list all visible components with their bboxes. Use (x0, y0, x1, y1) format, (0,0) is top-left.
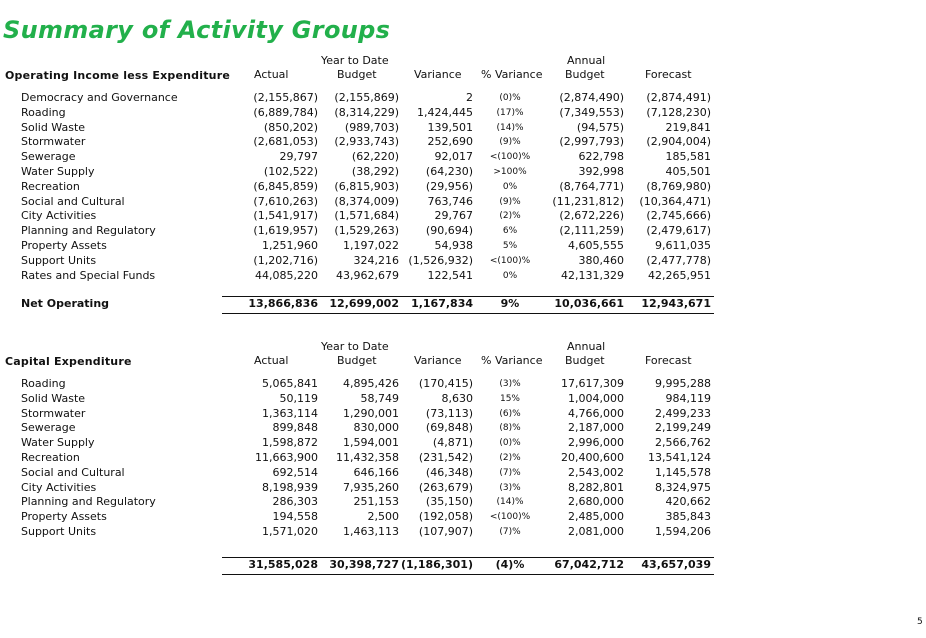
table-row (0, 239, 926, 254)
cell-ytd-budget: (2,933,743) (334, 135, 399, 149)
total-pct-variance: (4)% (495, 558, 525, 571)
header-ytd-top: Year to Date (321, 340, 389, 353)
table-header (0, 55, 926, 87)
cell-actual: (2,155,867) (253, 91, 318, 104)
row-label: Solid Waste (21, 120, 86, 134)
header-ytd-bottom: Budget (337, 68, 377, 81)
cell-annual-budget: 17,617,309 (561, 377, 624, 390)
cell-ytd-budget: (1,529,263) (334, 224, 399, 238)
section-title: Capital Expenditure (5, 355, 132, 368)
cell-variance: (4,871) (432, 436, 473, 450)
cell-actual: (1,541,917) (253, 209, 318, 223)
cell-actual: 692,514 (272, 465, 318, 479)
cell-ytd-budget: (2,155,869) (334, 91, 399, 104)
cell-ytd-budget: 58,749 (360, 391, 399, 405)
cell-annual-budget: (2,111,259) (559, 224, 624, 238)
cell-ytd-budget: 7,935,260 (343, 480, 399, 494)
row-label: Democracy and Governance (21, 91, 178, 104)
header-annual-top: Annual (567, 54, 606, 67)
cell-pct-variance: (6)% (499, 408, 521, 419)
cell-forecast: (7,128,230) (646, 105, 711, 119)
cell-pct-variance: (17)% (496, 107, 524, 118)
cell-forecast: (2,479,617) (646, 224, 711, 238)
cell-actual: (850,202) (263, 120, 318, 134)
cell-pct-variance: (7)% (499, 467, 521, 478)
cell-ytd-budget: (62,220) (351, 150, 399, 164)
cell-actual: (6,889,784) (253, 105, 318, 119)
cell-ytd-budget: 11,432,358 (336, 450, 399, 464)
row-label: City Activities (21, 480, 97, 494)
cell-actual: 50,119 (279, 391, 318, 405)
cell-variance: (46,348) (425, 465, 473, 479)
cell-forecast: 2,499,233 (655, 406, 711, 420)
page-title: Summary of Activity Groups (3, 16, 391, 44)
cell-annual-budget: 392,998 (578, 164, 624, 178)
cell-pct-variance: >100% (493, 166, 527, 177)
cell-variance: (263,679) (418, 480, 473, 494)
page-number: 5 (917, 617, 923, 627)
row-label: Sewerage (21, 150, 76, 164)
cell-forecast: 185,581 (665, 150, 711, 164)
table-row (0, 377, 926, 392)
cell-variance: 763,746 (427, 194, 473, 208)
cell-forecast: 2,199,249 (655, 421, 711, 435)
cell-forecast: (2,745,666) (646, 209, 711, 223)
row-label: Solid Waste (21, 391, 86, 405)
cell-variance: (35,150) (425, 495, 473, 509)
total-row (0, 557, 926, 573)
cell-variance: 122,541 (427, 268, 473, 282)
cell-ytd-budget: 646,166 (353, 465, 399, 479)
table-row (0, 195, 926, 210)
cell-annual-budget: 622,798 (578, 150, 624, 164)
total-ytd-budget: 12,699,002 (329, 297, 399, 310)
cell-pct-variance: (0)% (499, 438, 521, 449)
cell-actual: 29,797 (279, 150, 318, 164)
cell-annual-budget: 2,187,000 (568, 421, 624, 435)
cell-pct-variance: 0% (502, 270, 518, 281)
cell-ytd-budget: 1,594,001 (343, 436, 399, 450)
cell-ytd-budget: 1,463,113 (343, 524, 399, 538)
cell-forecast: 1,594,206 (655, 524, 711, 538)
cell-forecast: 9,995,288 (655, 377, 711, 390)
cell-annual-budget: 8,282,801 (568, 480, 624, 494)
header-ytd-bottom: Budget (337, 354, 377, 367)
table-row (0, 466, 926, 481)
cell-annual-budget: (94,575) (576, 120, 624, 134)
cell-pct-variance: (9)% (499, 196, 521, 207)
table-row (0, 436, 926, 451)
cell-ytd-budget: 1,197,022 (343, 238, 399, 252)
header-pct-variance: % Variance (481, 354, 543, 367)
cell-ytd-budget: (1,571,684) (334, 209, 399, 223)
capital-rows (0, 377, 926, 540)
cell-annual-budget: 4,605,555 (568, 238, 624, 252)
header-variance: Variance (414, 354, 462, 367)
row-label: Planning and Regulatory (21, 495, 156, 509)
cell-actual: 11,663,900 (255, 450, 318, 464)
cell-actual: (102,522) (263, 164, 318, 178)
row-label: Property Assets (21, 510, 107, 524)
cell-actual: 286,303 (272, 495, 318, 509)
header-actual: Actual (254, 68, 289, 81)
table-row (0, 224, 926, 239)
cell-forecast: 42,265,951 (648, 268, 711, 282)
header-variance: Variance (414, 68, 462, 81)
cell-annual-budget: 42,131,329 (561, 268, 624, 282)
header-pct-variance: % Variance (481, 68, 543, 81)
cell-variance: (170,415) (418, 377, 473, 390)
cell-actual: 1,363,114 (262, 406, 318, 420)
table-row (0, 91, 926, 106)
cell-pct-variance: (0)% (499, 93, 521, 103)
cell-ytd-budget: 830,000 (353, 421, 399, 435)
cell-annual-budget: 20,400,600 (561, 450, 624, 464)
total-pct-variance: 9% (500, 297, 520, 310)
total-variance: 1,167,834 (411, 297, 473, 310)
cell-actual: (1,619,957) (253, 224, 318, 238)
cell-variance: 8,630 (441, 391, 473, 405)
cell-forecast: (8,769,980) (646, 179, 711, 193)
table-row (0, 495, 926, 510)
cell-pct-variance: (9)% (499, 137, 521, 148)
cell-forecast: 984,119 (665, 391, 711, 405)
cell-pct-variance: (3)% (499, 482, 521, 493)
cell-annual-budget: 2,485,000 (568, 510, 624, 524)
cell-pct-variance: 0% (502, 181, 518, 192)
cell-actual: 1,598,872 (262, 436, 318, 450)
cell-annual-budget: 4,766,000 (568, 406, 624, 420)
total-ytd-budget: 30,398,727 (329, 558, 399, 571)
cell-variance: 54,938 (434, 238, 473, 252)
cell-annual-budget: 380,460 (578, 253, 624, 267)
cell-forecast: 9,611,035 (655, 238, 711, 252)
cell-variance: (107,907) (418, 524, 473, 538)
cell-forecast: 13,541,124 (648, 450, 711, 464)
cell-actual: 44,085,220 (255, 268, 318, 282)
cell-annual-budget: 1,004,000 (568, 391, 624, 405)
cell-pct-variance: <(100)% (489, 512, 531, 523)
total-annual-budget: 67,042,712 (554, 558, 624, 571)
row-label: Social and Cultural (21, 194, 125, 208)
cell-pct-variance: 6% (502, 226, 518, 237)
header-annual-top: Annual (567, 340, 606, 353)
cell-forecast: 2,566,762 (655, 436, 711, 450)
table-row (0, 525, 926, 540)
row-label: Support Units (21, 524, 97, 538)
row-label: Stormwater (21, 406, 86, 420)
row-label: Recreation (21, 179, 80, 193)
cell-forecast: 385,843 (665, 510, 711, 524)
cell-actual: 1,251,960 (262, 238, 318, 252)
cell-forecast: (2,477,778) (646, 253, 711, 267)
table-row (0, 451, 926, 466)
total-actual: 31,585,028 (248, 558, 318, 571)
cell-annual-budget: (2,997,793) (559, 135, 624, 149)
cell-ytd-budget: 43,962,679 (336, 268, 399, 282)
cell-actual: 899,848 (272, 421, 318, 435)
row-label: Roading (21, 105, 66, 119)
cell-actual: (6,845,859) (253, 179, 318, 193)
row-label: Sewerage (21, 421, 76, 435)
row-label: Rates and Special Funds (21, 268, 156, 282)
header-annual-bottom: Budget (565, 354, 605, 367)
cell-ytd-budget: 4,895,426 (343, 377, 399, 390)
cell-pct-variance: 5% (502, 240, 518, 251)
table-row (0, 407, 926, 422)
cell-forecast: (10,364,471) (639, 194, 711, 208)
table-row (0, 392, 926, 407)
cell-ytd-budget: (8,374,009) (334, 194, 399, 208)
cell-actual: (1,202,716) (253, 253, 318, 267)
table-row (0, 254, 926, 269)
cell-pct-variance: (14)% (496, 497, 524, 508)
cell-ytd-budget: (6,815,903) (334, 179, 399, 193)
row-label: Property Assets (21, 238, 107, 252)
cell-forecast: 420,662 (665, 495, 711, 509)
cell-annual-budget: (2,874,490) (559, 91, 624, 104)
cell-ytd-budget: 324,216 (353, 253, 399, 267)
cell-variance: 252,690 (427, 135, 473, 149)
total-rule-bottom (222, 313, 714, 314)
cell-pct-variance: <(100)% (489, 152, 531, 163)
header-forecast: Forecast (645, 354, 692, 367)
total-annual-budget: 10,036,661 (554, 297, 624, 310)
cell-variance: 1,424,445 (417, 105, 473, 119)
cell-forecast: 1,145,578 (655, 465, 711, 479)
table-header (0, 341, 926, 373)
cell-ytd-budget: 251,153 (353, 495, 399, 509)
table-row (0, 269, 926, 284)
total-row (0, 296, 926, 312)
cell-variance: (69,848) (425, 421, 473, 435)
cell-actual: (2,681,053) (253, 135, 318, 149)
cell-annual-budget: 2,081,000 (568, 524, 624, 538)
cell-pct-variance: (7)% (499, 526, 521, 537)
cell-pct-variance: (14)% (496, 122, 524, 133)
row-label: City Activities (21, 209, 97, 223)
cell-actual: 194,558 (272, 510, 318, 524)
header-ytd-top: Year to Date (321, 54, 389, 67)
row-label: Social and Cultural (21, 465, 125, 479)
table-row (0, 510, 926, 525)
table-row (0, 421, 926, 436)
table-row (0, 121, 926, 136)
cell-actual: 5,065,841 (262, 377, 318, 390)
row-label: Water Supply (21, 436, 95, 450)
cell-ytd-budget: (8,314,229) (334, 105, 399, 119)
section-title: Operating Income less Expenditure (5, 69, 230, 82)
cell-variance: 92,017 (434, 150, 473, 164)
cell-actual: 8,198,939 (262, 480, 318, 494)
cell-pct-variance: (8)% (499, 423, 521, 434)
cell-actual: (7,610,263) (253, 194, 318, 208)
table-row (0, 150, 926, 165)
cell-ytd-budget: (989,703) (344, 120, 399, 134)
total-forecast: 12,943,671 (641, 297, 711, 310)
cell-forecast: (2,904,004) (646, 135, 711, 149)
operating-rows (0, 91, 926, 283)
cell-forecast: (2,874,491) (646, 91, 711, 104)
cell-annual-budget: (11,231,812) (552, 194, 624, 208)
cell-variance: (1,526,932) (408, 253, 473, 267)
cell-annual-budget: (7,349,553) (559, 105, 624, 119)
cell-annual-budget: 2,996,000 (568, 436, 624, 450)
table-row (0, 180, 926, 195)
total-variance: (1,186,301) (401, 558, 473, 571)
cell-variance: (73,113) (425, 406, 473, 420)
cell-annual-budget: 2,680,000 (568, 495, 624, 509)
header-forecast: Forecast (645, 68, 692, 81)
cell-annual-budget: (8,764,771) (559, 179, 624, 193)
cell-variance: (192,058) (418, 510, 473, 524)
table-row (0, 135, 926, 150)
cell-variance: 29,767 (434, 209, 473, 223)
cell-pct-variance: (2)% (499, 211, 521, 222)
cell-variance: (90,694) (425, 224, 473, 238)
cell-actual: 1,571,020 (262, 524, 318, 538)
cell-annual-budget: (2,672,226) (559, 209, 624, 223)
row-label: Stormwater (21, 135, 86, 149)
total-rule-bottom (222, 574, 714, 575)
cell-variance: 2 (466, 91, 473, 104)
cell-forecast: 8,324,975 (655, 480, 711, 494)
header-annual-bottom: Budget (565, 68, 605, 81)
cell-variance: (231,542) (418, 450, 473, 464)
table-row (0, 209, 926, 224)
row-label: Support Units (21, 253, 97, 267)
row-label: Planning and Regulatory (21, 224, 156, 238)
cell-variance: (64,230) (425, 164, 473, 178)
total-actual: 13,866,836 (248, 297, 318, 310)
cell-forecast: 405,501 (665, 164, 711, 178)
cell-pct-variance: <(100)% (489, 255, 531, 266)
cell-pct-variance: (3)% (499, 379, 521, 389)
header-actual: Actual (254, 354, 289, 367)
cell-pct-variance: 15% (499, 393, 520, 404)
total-forecast: 43,657,039 (641, 558, 711, 571)
cell-ytd-budget: (38,292) (351, 164, 399, 178)
total-label: Net Operating (21, 297, 110, 310)
row-label: Roading (21, 377, 66, 390)
cell-variance: (29,956) (425, 179, 473, 193)
cell-variance: 139,501 (427, 120, 473, 134)
row-label: Recreation (21, 450, 80, 464)
table-row (0, 165, 926, 180)
table-row (0, 106, 926, 121)
cell-pct-variance: (2)% (499, 452, 521, 463)
cell-ytd-budget: 2,500 (367, 510, 399, 524)
cell-ytd-budget: 1,290,001 (343, 406, 399, 420)
table-row (0, 481, 926, 496)
row-label: Water Supply (21, 164, 95, 178)
cell-forecast: 219,841 (665, 120, 711, 134)
cell-annual-budget: 2,543,002 (568, 465, 624, 479)
